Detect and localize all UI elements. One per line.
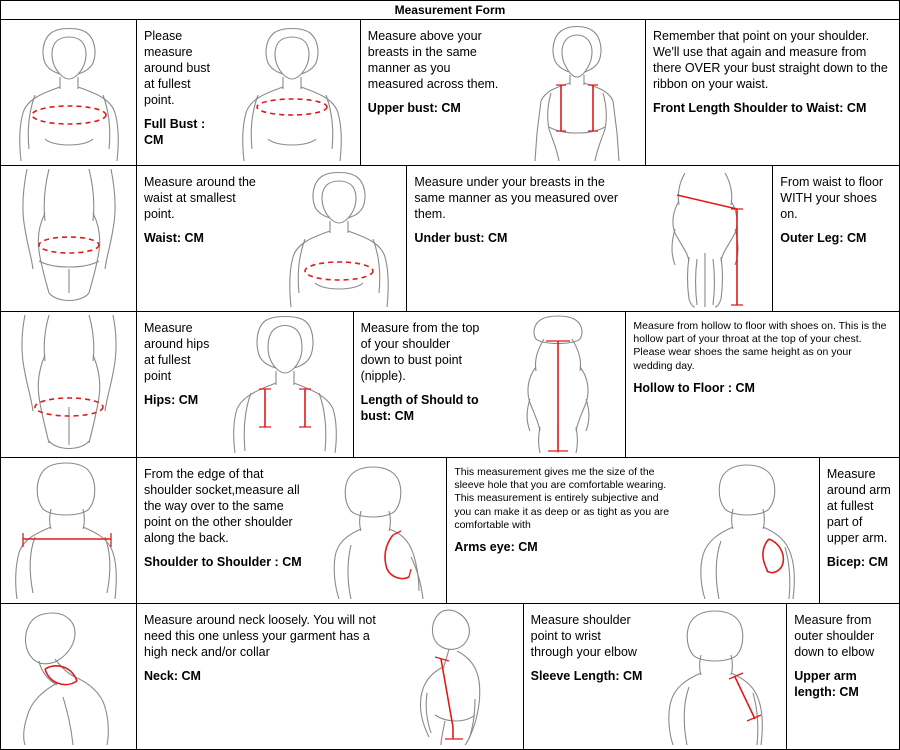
- description: From the edge of that shoulder socket,measure all the way over to the same point on the other shoulder along the back.: [144, 467, 300, 545]
- figure-neck: [1, 604, 137, 749]
- description: Remember that point on your shoulder. We'll use that again and measure from there OVER your bust straight down to the ribbon on your waist.: [652, 29, 888, 91]
- figure-under-bust: [271, 166, 407, 311]
- description: This measurement gives me the size of the sleeve hole that you are comfortable wearing. This measurement is entirely subjective and you can make it as deep or as tight as you are comfortable with: [454, 466, 670, 531]
- field-label: Upper arm length: CM: [794, 669, 859, 699]
- field-label: Length of Should to bust: CM: [360, 393, 479, 423]
- figure-arms-eye: [311, 458, 447, 603]
- description: Measure from hollow to floor with shoes on. This is the hollow part of your throat at the top of your chest. Please wear shoes the same height as on your wedding day.: [633, 320, 887, 372]
- figure-waist: [1, 166, 137, 311]
- text-front-length-shoulder-to-waist: [646, 20, 899, 165]
- figure-hollow-to-floor: [490, 312, 626, 457]
- field-label: Under bust: CM: [414, 231, 508, 245]
- figure-full-bust: [1, 20, 137, 165]
- field-label: Hips: CM: [144, 393, 199, 407]
- page-title: Measurement Form: [1, 1, 899, 20]
- figure-shoulder-to-shoulder: [1, 458, 137, 603]
- text-arms-eye: [447, 458, 684, 603]
- female-torso-front-upper-bust-icon: [228, 23, 356, 163]
- figure-upper-bust: [225, 20, 361, 165]
- text-hollow-to-floor: [626, 312, 899, 457]
- field-label: Full Bust : CM: [144, 117, 206, 147]
- field-label: Outer Leg: CM: [780, 231, 867, 245]
- text-shoulder-to-shoulder: [137, 458, 311, 603]
- text-upper-bust: [361, 20, 510, 165]
- description: Measure from outer shoulder down to elbow: [794, 613, 875, 659]
- female-bicep-icon: [687, 461, 815, 601]
- text-upper-arm-length: [787, 604, 899, 749]
- figure-shoulder-to-bust: [218, 312, 354, 457]
- female-upper-arm-length-icon: [655, 607, 783, 747]
- field-label: Neck: CM: [144, 669, 201, 683]
- description: Measure around hips at fullest point: [144, 321, 210, 383]
- description: Measure under your breasts in the same manner as you measured over them.: [414, 175, 618, 221]
- text-full-bust: [137, 20, 225, 165]
- field-label: Bicep: CM: [826, 555, 889, 569]
- field-label: Hollow to Floor : CM: [633, 380, 755, 395]
- field-label: Shoulder to Shoulder : CM: [144, 555, 302, 569]
- female-neck-icon: [5, 607, 133, 747]
- field-label: Front Length Shoulder to Waist: CM: [652, 101, 867, 115]
- female-arms-eye-icon: [315, 461, 443, 601]
- table-row: [1, 20, 899, 166]
- female-torso-waist-icon: [5, 169, 133, 309]
- text-outer-leg: [773, 166, 899, 311]
- field-label: Sleeve Length: CM: [530, 669, 643, 683]
- description: Measure above your breasts in the same manner as you measured across them.: [367, 29, 499, 91]
- text-neck: [137, 604, 388, 749]
- text-hips: [137, 312, 218, 457]
- description: Measure shoulder point to wrist through your elbow: [530, 613, 637, 659]
- table-row: [1, 312, 899, 458]
- table-row: [1, 458, 899, 604]
- female-torso-hips-icon: [5, 315, 133, 455]
- female-torso-front-bust-icon: [5, 23, 133, 163]
- table-row: [1, 166, 899, 312]
- field-label: Waist: CM: [144, 231, 204, 245]
- description: From waist to floor WITH your shoes on.: [780, 175, 884, 221]
- field-label: Arms eye: CM: [454, 540, 538, 555]
- description: Please measure around bust at fullest point.: [144, 29, 211, 107]
- female-front-shoulder-to-waist-icon: [513, 23, 641, 163]
- female-shoulder-to-bust-point-icon: [221, 315, 349, 455]
- text-bicep: [820, 458, 899, 603]
- figure-hips: [1, 312, 137, 457]
- figure-outer-leg: [637, 166, 773, 311]
- description: Measure from the top of your shoulder down to bust point (nipple).: [360, 321, 480, 383]
- description: Measure around the waist at smallest point.: [144, 175, 256, 221]
- text-under-bust: [407, 166, 637, 311]
- figure-front-length-shoulder-to-waist: [510, 20, 646, 165]
- figure-upper-arm-length: [651, 604, 787, 749]
- figure-bicep: [684, 458, 820, 603]
- female-back-outer-leg-icon: [641, 169, 769, 309]
- measurement-grid: [1, 20, 899, 749]
- text-waist: [137, 166, 271, 311]
- female-sleeve-length-icon: [391, 607, 519, 747]
- female-back-shoulder-to-shoulder-icon: [5, 461, 133, 601]
- description: Measure around neck loosely. You will not need this one unless your garment has a high neck and/or collar: [144, 613, 376, 659]
- female-torso-under-bust-icon: [275, 169, 403, 309]
- table-row: [1, 604, 899, 749]
- text-sleeve-length: [524, 604, 652, 749]
- description: Measure around arm at fullest part of upper arm.: [826, 467, 891, 545]
- figure-sleeve-length: [388, 604, 524, 749]
- female-back-hollow-to-floor-icon: [494, 315, 622, 455]
- text-shoulder-to-bust: [354, 312, 491, 457]
- field-label: Upper bust: CM: [367, 101, 461, 115]
